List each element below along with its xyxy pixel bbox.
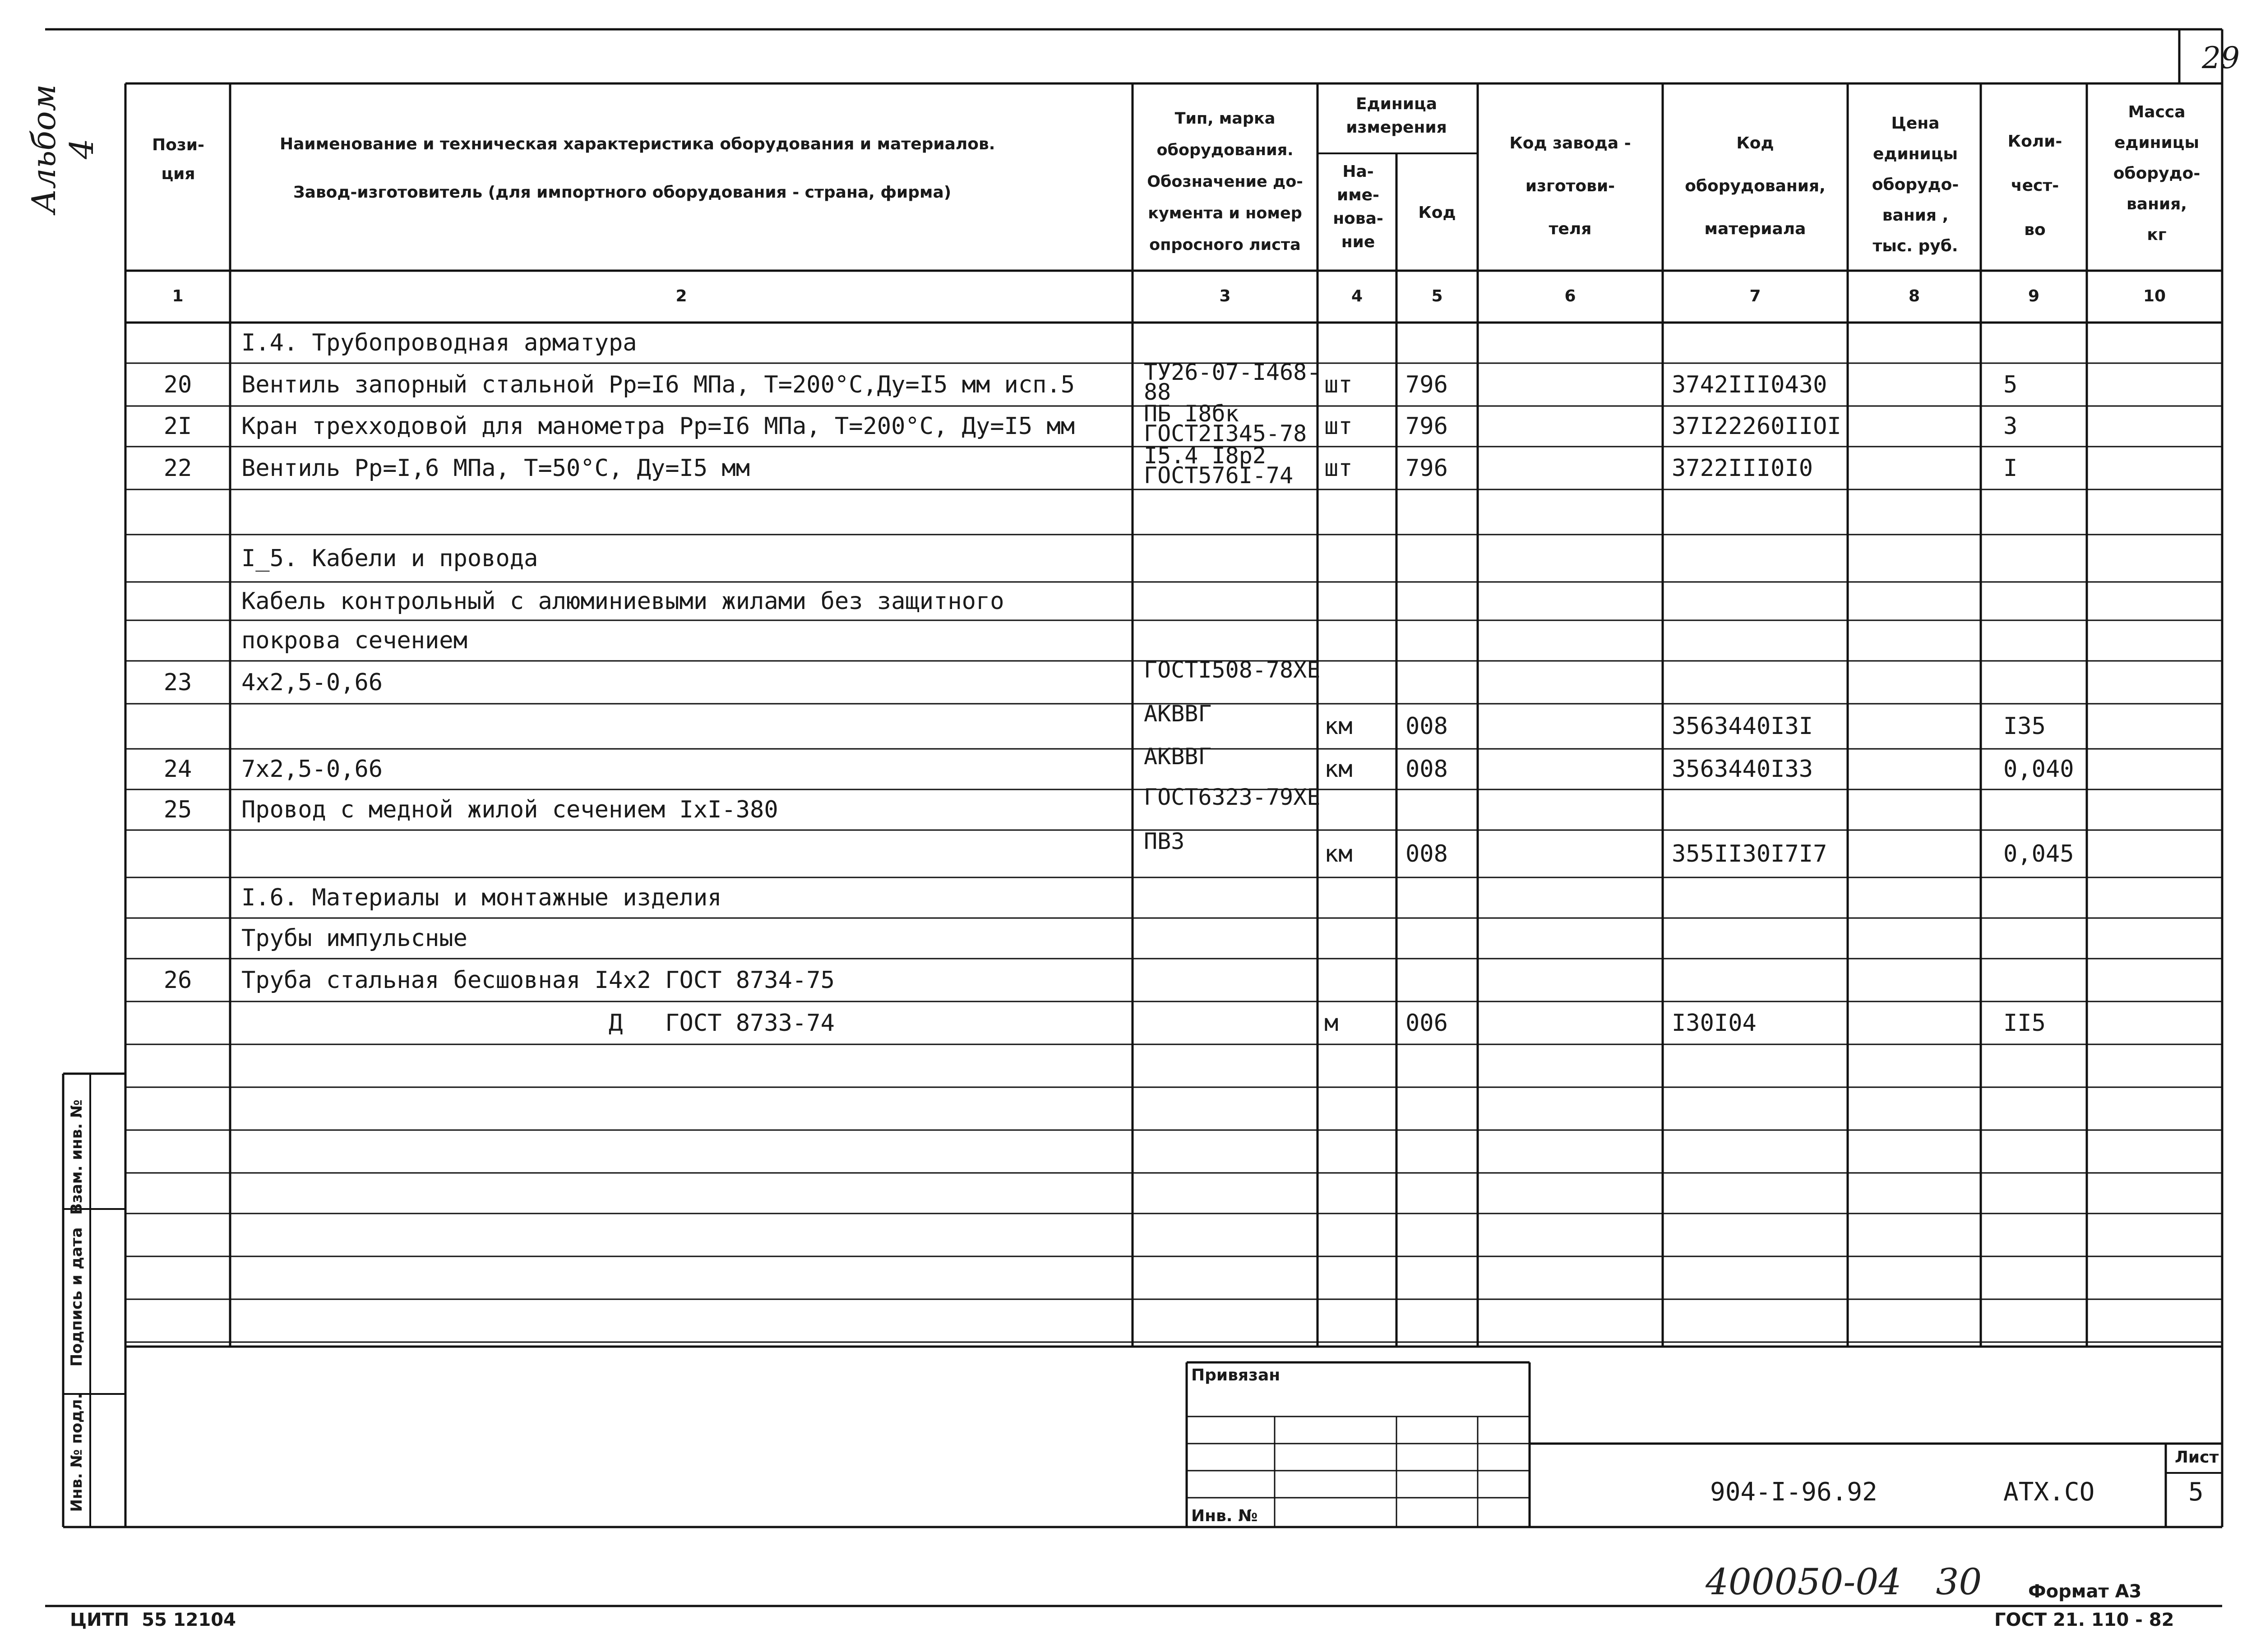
sheet-label: Лист <box>2175 1448 2219 1467</box>
row-quantity: 5 <box>2003 371 2018 398</box>
row-unit-code: 796 <box>1405 371 1448 398</box>
row-unit-code: 796 <box>1405 454 1448 482</box>
row-unit: шт <box>1324 413 1353 440</box>
column-number: 1 <box>172 287 184 305</box>
row-name: 4х2,5-0,66 <box>241 669 383 696</box>
row-material-code: 3563440I3I <box>1672 713 1813 740</box>
album-label: Альбом 4 <box>25 84 101 214</box>
row-type: АКВВГ <box>1144 701 1212 727</box>
header-unit-name: На- име- нова- ние <box>1333 162 1383 251</box>
handwritten-archive-number: 400050-04 30 <box>1706 1561 1982 1603</box>
row-unit-code: 796 <box>1405 413 1448 440</box>
row-unit: км <box>1324 713 1353 740</box>
header-unit-code: Код <box>1418 203 1456 222</box>
stamp-inv-podl: Инв. № подл. <box>68 1393 86 1512</box>
row-quantity: 0,040 <box>2003 756 2074 783</box>
header-price: Цена единицы оборудо- вания , тыс. руб. <box>1872 114 1959 255</box>
row-unit: м <box>1324 1009 1339 1037</box>
title-block-privyazan: Привязан <box>1191 1366 1281 1384</box>
stamp-vzam-inv: Взам. инв. № <box>68 1099 86 1215</box>
row-name: Трубы импульсные <box>241 925 467 952</box>
document-code: АТХ.СО <box>2003 1477 2095 1507</box>
header-name-line1: Наименование и техническая характеристика оборудования и материалов. <box>280 135 995 153</box>
column-number: 4 <box>1351 287 1363 305</box>
row-type: ТУ26-07-I468- 88 <box>1144 359 1321 405</box>
row-quantity: I <box>2003 454 2018 482</box>
column-number: 10 <box>2143 287 2166 305</box>
row-material-code: 37I22260IIOI <box>1672 413 1841 440</box>
row-quantity: I35 <box>2003 713 2046 740</box>
row-material-code: 3742III0430 <box>1672 371 1827 398</box>
row-material-code: I30I04 <box>1672 1009 1757 1037</box>
row-material-code: 355II30I7I7 <box>1672 840 1827 868</box>
header-name-line2: Завод-изготовитель (для импортного оборудования - страна, фирма) <box>293 183 952 202</box>
format-label: Формат А3 <box>2028 1581 2142 1602</box>
row-type: ГОСТI508-78ХЕ <box>1144 656 1321 683</box>
gost-label: ГОСТ 21. 110 - 82 <box>1994 1610 2174 1630</box>
header-material-code: Код оборудования, материала <box>1685 134 1826 238</box>
row-quantity: 3 <box>2003 413 2018 440</box>
sheet-corner-number: 29 <box>2202 41 2240 75</box>
document-number: 904-I-96.92 <box>1710 1477 1877 1507</box>
row-name: покрова сечением <box>241 627 467 654</box>
row-position: 23 <box>163 669 192 696</box>
row-material-code: 3563440I33 <box>1672 756 1813 783</box>
row-name: Вентиль Рр=I,6 МПа, Т=50°С, Ду=I5 мм <box>241 454 750 482</box>
column-number: 7 <box>1749 287 1761 305</box>
row-name: Д ГОСТ 8733-74 <box>241 1009 835 1037</box>
row-type: I5.4 I8р2 ГОСТ576I-74 <box>1144 442 1294 489</box>
row-type: ПБ I8бк ГОСТ2I345-78 <box>1144 401 1307 447</box>
row-type: ГОСТ6323-79ХЕ <box>1144 784 1321 810</box>
row-position: 22 <box>163 454 192 482</box>
row-name: I.4. Трубопроводная арматура <box>241 329 637 356</box>
row-quantity: II5 <box>2003 1009 2046 1037</box>
row-name: I_5. Кабели и провода <box>241 545 538 572</box>
row-position: 26 <box>163 966 192 994</box>
row-position: 2I <box>163 413 192 440</box>
row-name: Провод с медной жилой сечением IхI-380 <box>241 796 778 823</box>
row-name: I.6. Материалы и монтажные изделия <box>241 884 722 911</box>
row-unit-code: 008 <box>1405 756 1448 783</box>
row-unit-code: 008 <box>1405 840 1448 868</box>
row-name: Вентиль запорный стальной Рр=I6 МПа, Т=200°С,Ду=I5 мм исп.5 <box>241 371 1075 398</box>
header-type: Тип, марка оборудования. Обозначение до- кумента и номер опросного листа <box>1147 110 1303 254</box>
row-material-code: 3722III0I0 <box>1672 454 1813 482</box>
row-unit: км <box>1324 840 1353 868</box>
row-unit: км <box>1324 756 1353 783</box>
header-mass: Масса единицы оборудо- вания, кг <box>2113 103 2201 244</box>
row-name: Труба стальная бесшовная I4х2 ГОСТ 8734-75 <box>241 966 835 994</box>
column-number: 9 <box>2028 287 2040 305</box>
header-quantity: Коли- чест- во <box>2007 132 2062 239</box>
column-number: 5 <box>1431 287 1443 305</box>
row-unit-code: 008 <box>1405 713 1448 740</box>
header-factory-code: Код завода - изготови- теля <box>1509 134 1631 238</box>
row-quantity: 0,045 <box>2003 840 2074 868</box>
stamp-podpis-data: Подпись и дата <box>68 1227 86 1367</box>
row-unit: шт <box>1324 371 1353 398</box>
header-position: Пози- ция <box>152 136 204 183</box>
column-number: 6 <box>1564 287 1576 305</box>
row-unit: шт <box>1324 454 1353 482</box>
row-name: Кабель контрольный с алюминиевыми жилами без защитного <box>241 587 1004 615</box>
row-position: 24 <box>163 756 192 783</box>
row-type: АКВВГ <box>1144 743 1212 770</box>
row-type: ПВЗ <box>1144 828 1185 854</box>
column-number: 3 <box>1219 287 1231 305</box>
row-unit-code: 006 <box>1405 1009 1448 1037</box>
header-unit-group: Единица измерения <box>1346 95 1447 137</box>
row-position: 25 <box>163 796 192 823</box>
row-name: Кран трехходовой для манометра Рр=I6 МПа, Т=200°С, Ду=I5 мм <box>241 413 1075 440</box>
row-name: 7х2,5-0,66 <box>241 756 383 783</box>
ctip-label: ЦИТП 55 12104 <box>70 1610 236 1630</box>
row-position: 20 <box>163 371 192 398</box>
column-number: 8 <box>1908 287 1920 305</box>
sheet-number: 5 <box>2188 1477 2204 1507</box>
title-block-inv-no: Инв. № <box>1191 1507 1258 1525</box>
column-number: 2 <box>675 287 687 305</box>
